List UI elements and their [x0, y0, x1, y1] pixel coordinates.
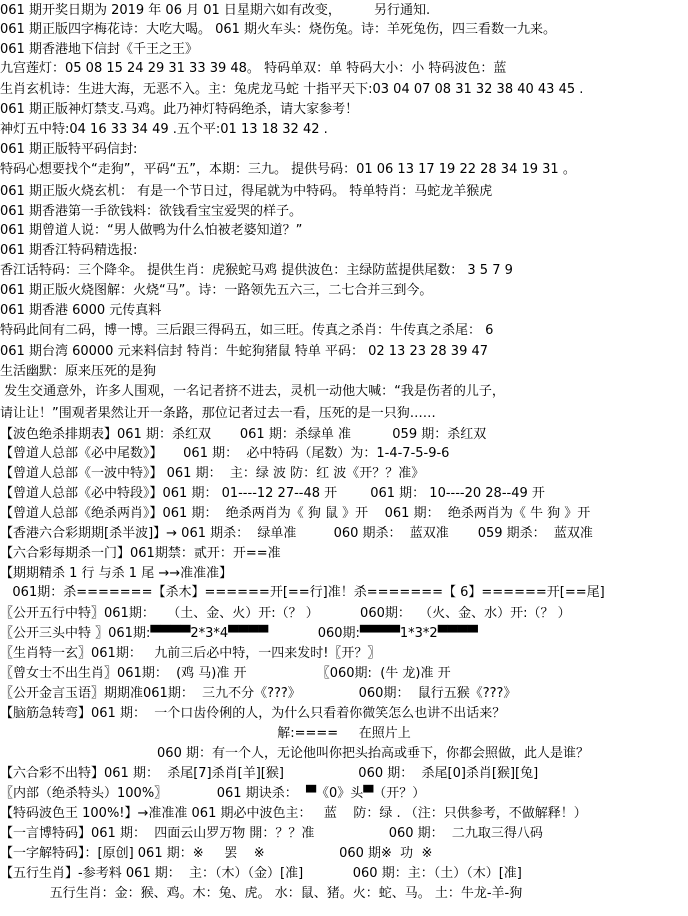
text-line: 061 期正版火烧玄机： 有是一个节日过，得尾就为中特码。 特单特肖：马蛇龙羊猴虎 [0, 184, 493, 199]
text-line: 【五行生肖】-参考料 061 期： 主：（木）（金）[准] 060 期：主：（土）（木）[准] [0, 866, 522, 881]
text-line: 〖公开金言玉语〗期期准061期： 三九不分《???》 060期： 鼠行五猴《???》 [0, 686, 517, 701]
text-line: 【一字解特码】：[原创] 061 期：※ 罢 ※ 060 期※ 功 ※ [0, 846, 433, 861]
text-line: 发生交通意外，许多人围观，一名记者挤不进去，灵机一动他大喊：“我是伤者的儿子， [0, 384, 505, 399]
text-line: 九宫莲灯：05 08 15 24 29 31 33 39 48。 特码单双：单 特码大小：小 特码波色：蓝 [0, 61, 507, 76]
text-line: 061 期正版神灯禁支.马鸡。此乃神灯特码绝杀，请大家参考！ [0, 102, 359, 117]
text-line: 香江话特码：三个降伞。 提供生肖：虎猴蛇马鸡 提供波色：主绿防蓝提供尾数： 3 5 7 9 [0, 263, 513, 278]
text-line: 【曾道人总部《必中特段》】061 期： 01----12 27--48 开 061 期： 10----20 28--49 开 [0, 486, 545, 501]
text-line: 060 期：有一个人，无论他叫你把头抬高或垂下，你都会照做，此人是谁？ [0, 746, 589, 761]
text-line: 061 期正版四字梅花诗：大吃大喝。 061 期火车头：烧伤兔。诗：羊死兔伤，四三看数一九来。 [0, 22, 557, 37]
text-line: 【特码波色王 100%!】→准准准 061 期必中波色主： 蓝 防：绿 . （注：只供参考，不做解释！） [0, 806, 587, 821]
text-line: 〖曾女士不出生肖〗061期： (鸡 马)准 开 〖060期: (牛 龙)准 开 [0, 666, 451, 681]
text-line: 061 期香港地下信封《千王之王》 [0, 42, 198, 57]
text-line: 生肖玄机诗：生进大海，无恶不入。主：兔虎龙马蛇 十指平天下:03 04 07 08 31 32 38 40 43 45 . [0, 82, 584, 97]
text-line: 〖内部（绝杀特头）100%〗 061 期诀杀： ▀《0》头▀（开？） [0, 786, 426, 801]
text-line: 【曾道人总部《必中尾数》】 061 期： 必中特码（尾数）为：1-4-7-5-9-6 [0, 446, 450, 461]
text-line: 请让让！”围观者果然让开一条路，那位记者过去一看，压死的是一只狗…… [0, 406, 436, 421]
text-line: 〖生肖特一玄〗061期： 九前三后必中特，一四来发时!〖开？〗 [0, 646, 381, 661]
text-line: 【波色绝杀排期表】061 期：杀红双 061 期：杀绿单 准 059 期：杀红双 [0, 427, 487, 442]
text-line: 061 期台湾 60000 元来料信封 特肖：牛蛇狗猪鼠 特单 平码： 02 13 23 28 39 47 [0, 344, 489, 359]
text-line: 【脑筋急转弯】061 期： 一个口齿伶俐的人，为什么只看着你微笑怎么也讲不出话来？ [0, 706, 506, 721]
text-line: 【香港六合彩期期[杀半波]】→ 061 期杀： 绿单准 060 期杀： 蓝双准 059 期杀： 蓝双准 [0, 526, 593, 541]
text-line: 061 期开奖日期为 2019 年 06 月 01 日星期六如有改变， 另行通知. [0, 3, 431, 18]
text-line: 【一言博特码】061 期： 四面云山罗万物 開：？？准 060 期： 二九取三得八码 [0, 826, 543, 841]
text-line: 解:==== 在照片上 [277, 726, 411, 741]
text-line: 【六合彩每期杀一门】061期禁：贰开：开==准 [0, 546, 281, 561]
text-line: 061 期香江特码精选报: [0, 243, 138, 258]
text-line: 【期期精杀 1 行 与杀 1 尾 →→准准准】 [0, 566, 233, 581]
text-line: 061 期正版特平码信封: [0, 142, 138, 157]
text-line: 【曾道人总部《绝杀两肖》】061 期： 绝杀两肖为《 狗 鼠 》开 061 期： 绝杀两肖为《 牛 狗 》开 [0, 506, 591, 521]
text-line: 〖公开三头中特 〗061期:▀▀▀▀2*3*4▀▀▀▀ 060期:▀▀▀▀1*3*2▀▀▀▀ [0, 626, 478, 641]
text-line: 生活幽默：原来压死的是狗 [0, 364, 157, 379]
text-line: 061 期曾道人说：“男人做鸭为什么怕被老婆知道？” [0, 223, 303, 238]
text-line: 【曾道人总部《一波中特》】 061 期： 主：绿 波 防：红 波《开？？准》 [0, 466, 425, 481]
text-line: 特码此间有二码，博一博。三后跟三得码五，如三旺。传真之杀肖：牛传真之杀尾： 6 [0, 323, 494, 338]
text-line: 神灯五中特:04 16 33 34 49 .五个平:01 13 18 32 42 . [0, 122, 328, 137]
text-line: 061 期香港第一手欲钱料：欲钱看宝宝爱哭的样子。 [0, 204, 302, 219]
text-line: 【六合彩不出特】061 期： 杀尾[7]杀肖[羊][猴] 060 期： 杀尾[0]杀肖[猴][兔] [0, 766, 539, 781]
text-line: 061 期正版火烧图解：火烧“马”。诗：一路领先五六三，二七合并三到今。 [0, 283, 433, 298]
text-line: 五行生肖：金：猴、鸡。木：兔、虎。 水：鼠、猪。火：蛇、马。 土：牛龙-羊-狗 [0, 886, 523, 901]
text-line: 特码心想要找个“走狗”，平码“五”，本期：三九。 提供号码：01 06 13 17 19 22 28 34 19 31 。 [0, 162, 576, 177]
text-line: 〖公开五行中特〗061期： （土、金、火）开:（？ ） 060期： （火、金、水）开:（？ ） [0, 606, 571, 621]
text-line: 061期：杀=======【杀木】======开[==行]准！杀=======【 6】======开[==尾] [0, 585, 605, 600]
text-line: 061 期香港 6000 元传真料 [0, 303, 162, 318]
